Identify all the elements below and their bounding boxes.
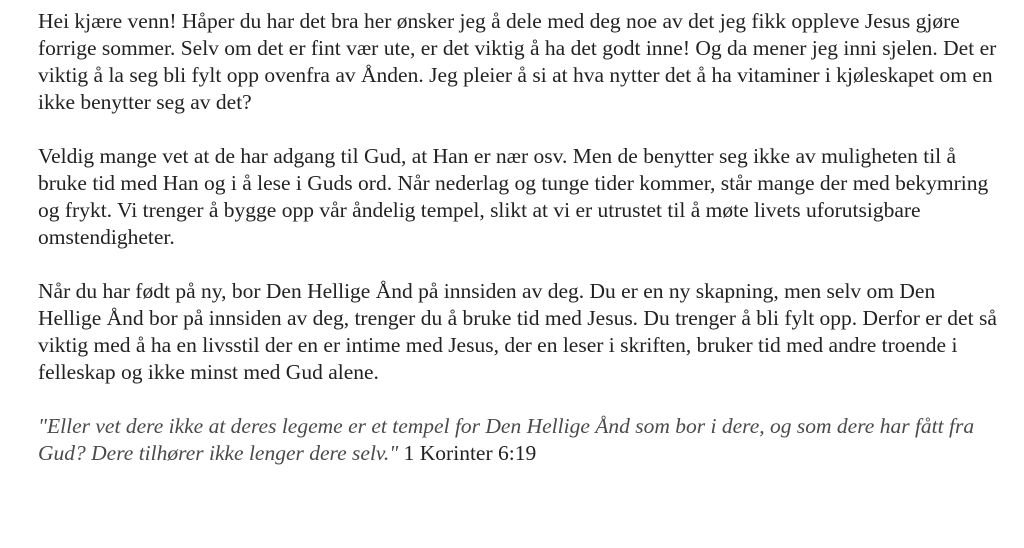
bible-quote-text: "Eller vet dere ikke at deres legeme er et tempel for Den Hellige Ånd som bor i dere, og som dere har fått fra Gud? Dere tilhører ikke lenger dere selv." bbox=[38, 414, 975, 465]
bible-quote bbox=[38, 413, 998, 467]
article-body bbox=[38, 8, 998, 467]
paragraph-access-to-god: Veldig mange vet at de har adgang til Gud, at Han er nær osv. Men de benytter seg ikke av muligheten til å bruke tid med Han og i å lese i Guds ord. Når nederlag og tunge tider kommer, står mange der med bekymring og frykt. Vi trenger å bygge opp vår åndelig tempel, slikt at vi er utrustet til å møte livets uforutsigbare omstendigheter. bbox=[38, 144, 989, 249]
paragraph-born-again: Når du har født på ny, bor Den Hellige Ånd på innsiden av deg. Du er en ny skapning, men selv om Den Hellige Ånd bor på innsiden av deg, trenger du å bruke tid med Jesus. Du trenger å bli fylt opp. Derfor er det så viktig med å ha en livsstil der en er intime med Jesus, der en leser i skriften, bruker tid med andre troende i felleskap og ikke minst med Gud alene. bbox=[38, 279, 997, 384]
paragraph-greeting: Hei kjære venn! Håper du har det bra her ønsker jeg å dele med deg noe av det jeg fikk oppleve Jesus gjøre forrige sommer. Selv om det er fint vær ute, er det viktig å ha det godt inne! Og da mener jeg inni sjelen. Det er viktig å la seg bli fylt opp ovenfra av Ånden. Jeg pleier å si at hva nytter det å ha vitaminer i kjøleskapet om en ikke benytter seg av det? bbox=[38, 9, 997, 114]
bible-quote-reference: 1 Korinter 6:19 bbox=[403, 441, 537, 465]
